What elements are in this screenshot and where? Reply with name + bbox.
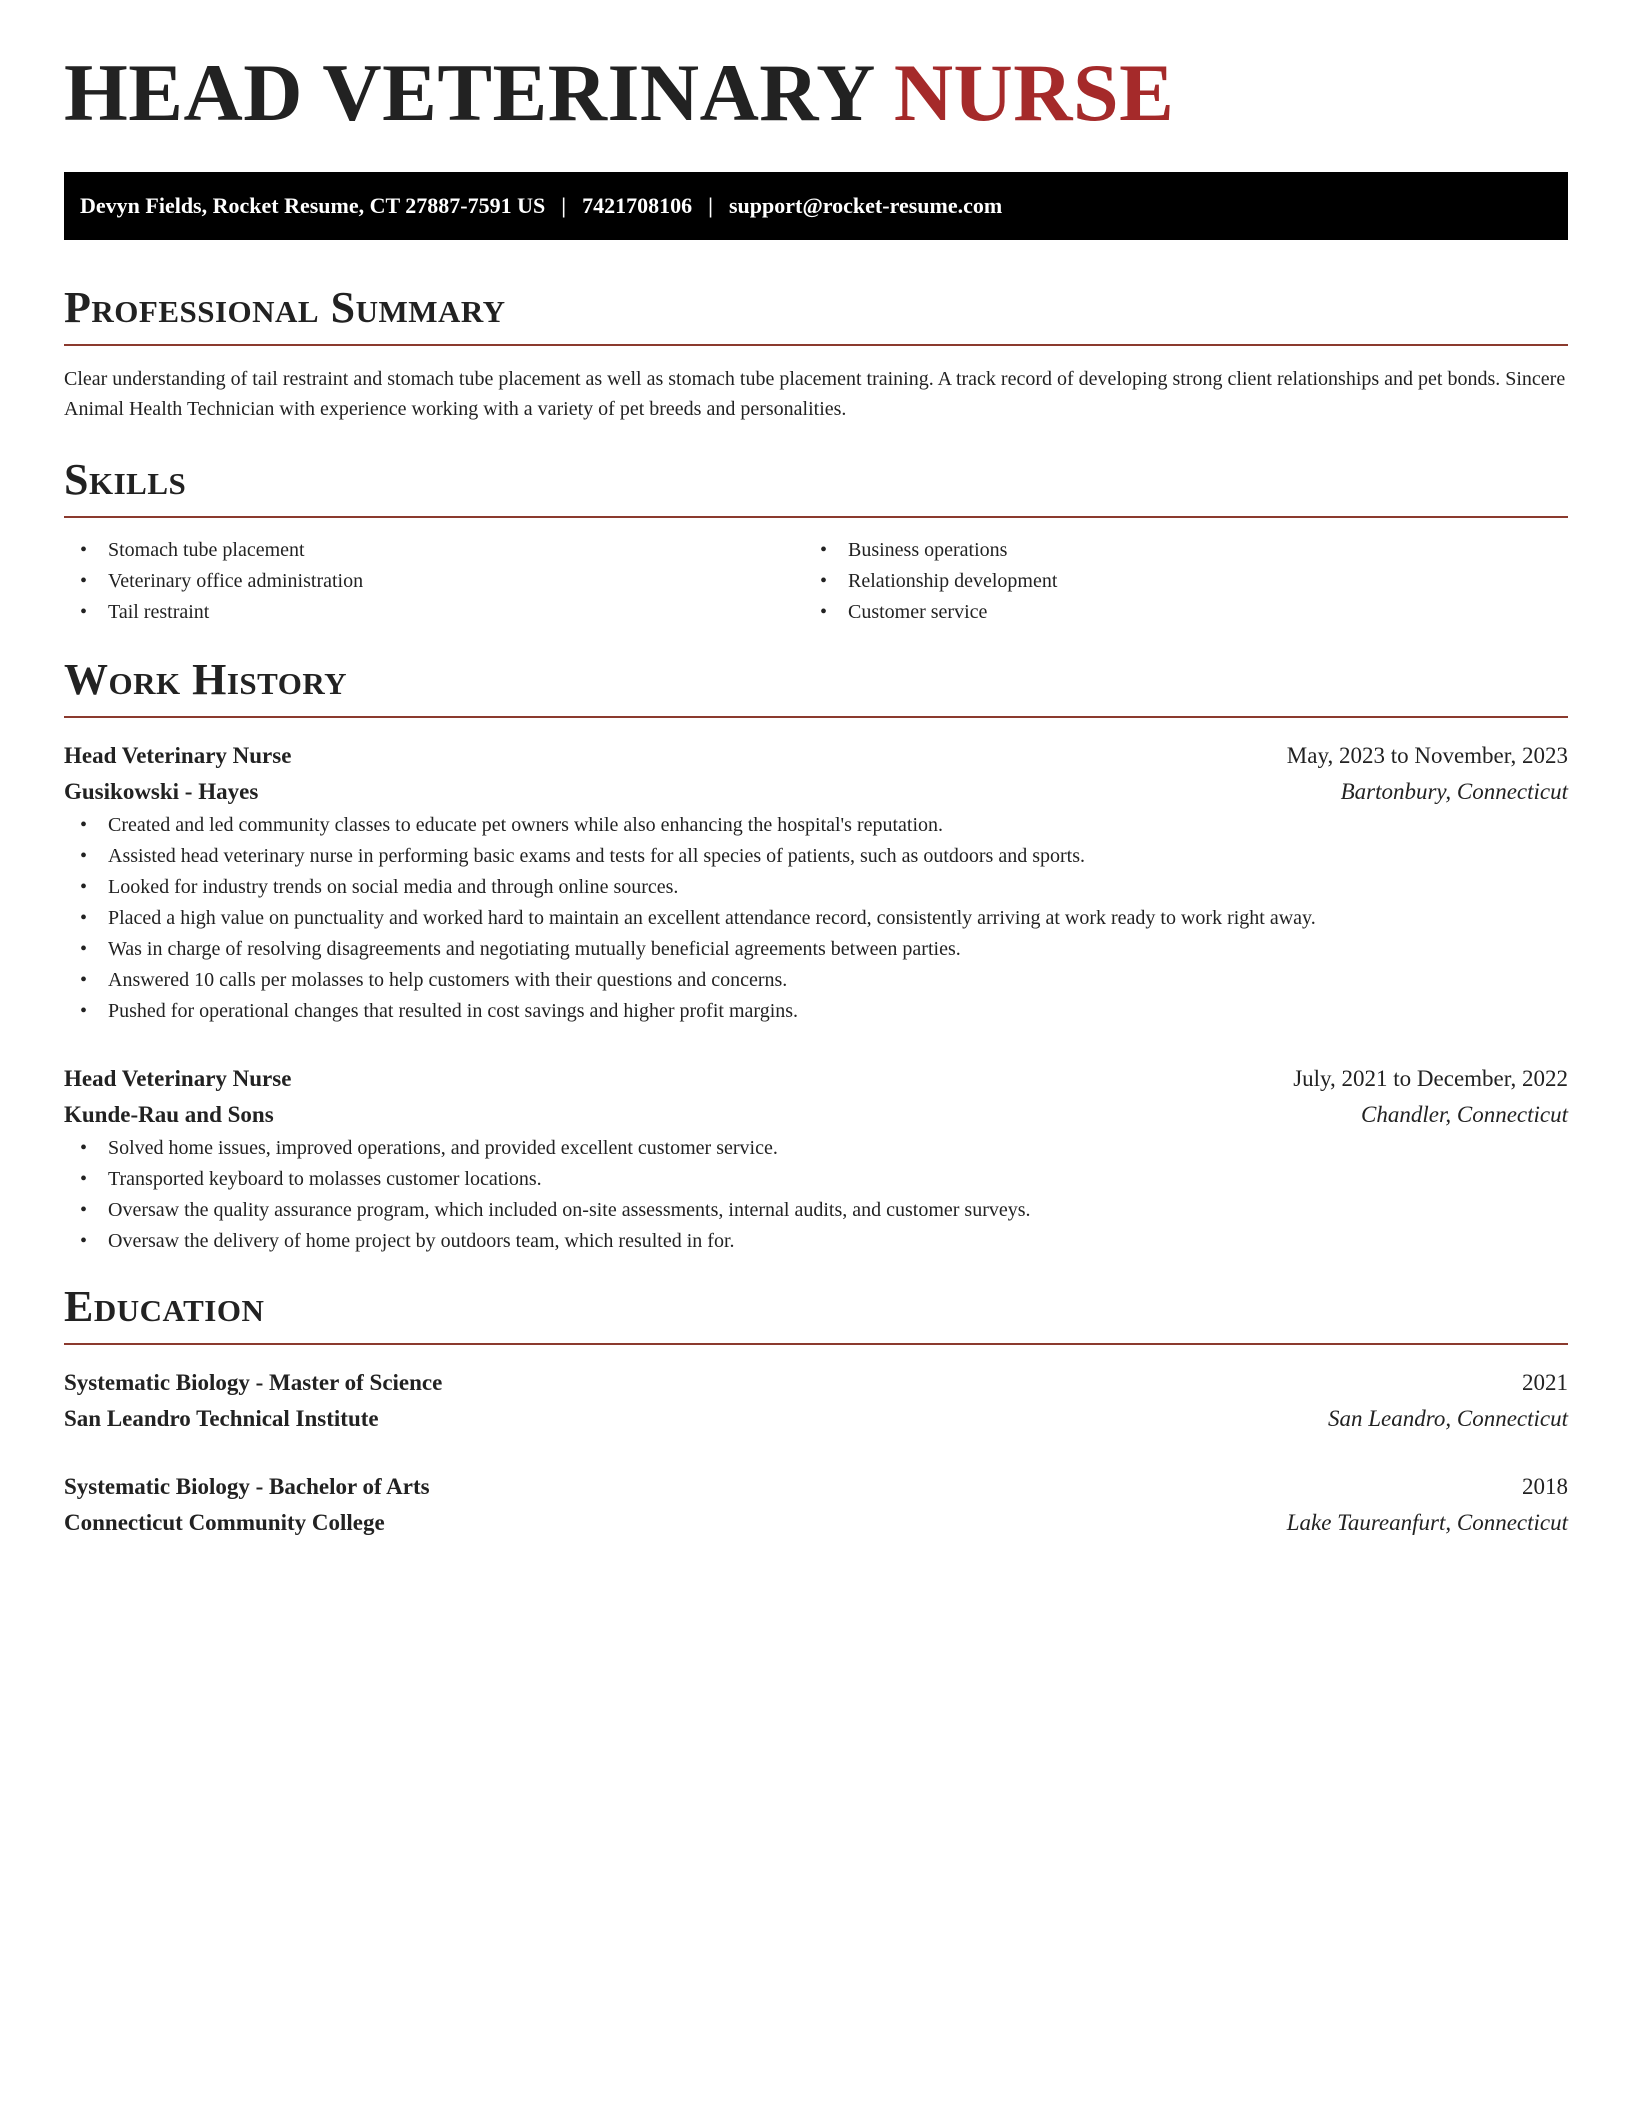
- section-divider: [64, 1343, 1568, 1345]
- contact-separator: |: [561, 193, 567, 218]
- section-heading: Work History: [64, 655, 348, 704]
- section-heading: Skills: [64, 455, 187, 504]
- education-degree-row: [64, 1469, 1568, 1505]
- education-school-row: [64, 1505, 1568, 1541]
- page-title: [64, 47, 1568, 138]
- skill-item: • Customer service: [804, 597, 1544, 628]
- job-bullet: • Was in charge of resolving disagreements and negotiating mutually beneficial agreements between parties.: [64, 934, 1568, 965]
- job-location: Chandler, Connecticut: [1361, 1102, 1568, 1127]
- education-location: Lake Taureanfurt, Connecticut: [1286, 1510, 1568, 1535]
- job-bullet-list: [64, 810, 1568, 1027]
- education-degree: Systematic Biology - Master of Science: [64, 1370, 443, 1395]
- title-accent: NURSE: [893, 47, 1175, 138]
- education-school-row: [64, 1401, 1568, 1437]
- job-location: Bartonbury, Connecticut: [1340, 779, 1568, 804]
- skill-item: • Stomach tube placement: [64, 535, 804, 566]
- skill-item: • Tail restraint: [64, 597, 804, 628]
- education-degree-row: [64, 1365, 1568, 1401]
- job-bullet: • Answered 10 calls per molasses to help customers with their questions and concerns.: [64, 965, 1568, 996]
- job-title: Head Veterinary Nurse: [64, 1066, 292, 1091]
- job-dates: July, 2021 to December, 2022: [1293, 1066, 1568, 1091]
- job-bullet: • Created and led community classes to educate pet owners while also enhancing the hospital's reputation.: [64, 810, 1568, 841]
- skill-item: • Relationship development: [804, 566, 1544, 597]
- job-bullet: • Transported keyboard to molasses customer locations.: [64, 1164, 1568, 1195]
- education-school: San Leandro Technical Institute: [64, 1406, 379, 1431]
- education-location: San Leandro, Connecticut: [1328, 1406, 1568, 1431]
- section-heading: Professional Summary: [64, 283, 506, 332]
- contact-email[interactable]: support@rocket-resume.com: [728, 193, 1003, 218]
- job-bullet: • Oversaw the delivery of home project by outdoors team, which resulted in for.: [64, 1226, 1568, 1257]
- job-dates: May, 2023 to November, 2023: [1286, 743, 1568, 768]
- job-entry: [64, 738, 1568, 1027]
- contact-address: Devyn Fields, Rocket Resume, CT 27887-7591 US: [80, 193, 546, 218]
- job-bullet: • Oversaw the quality assurance program, which included on-site assessments, internal audits, and customer surveys.: [64, 1195, 1568, 1226]
- job-company: Gusikowski - Hayes: [64, 779, 259, 804]
- job-bullet-list: [64, 1133, 1568, 1257]
- summary-text: Clear understanding of tail restraint and stomach tube placement as well as stomach tube placement training. A track record of developing strong client relationships and pet bonds. Sincere Animal Health Technician with experience working with a variety of pet breeds and personalities.: [64, 368, 1566, 420]
- section-heading: Education: [64, 1282, 265, 1331]
- job-header-row: [64, 738, 1568, 774]
- job-entry: [64, 1061, 1568, 1257]
- section-work-history: [64, 655, 1568, 1257]
- section-skills: [64, 455, 1568, 628]
- title-main: HEAD VETERINARY: [64, 47, 873, 138]
- section-divider: [64, 344, 1568, 346]
- job-bullet: • Placed a high value on punctuality and worked hard to maintain an excellent attendance record, consistently arriving at work ready to work right away.: [64, 903, 1568, 934]
- education-degree: Systematic Biology - Bachelor of Arts: [64, 1474, 430, 1499]
- skills-grid: [64, 535, 1568, 628]
- job-header-row: [64, 1061, 1568, 1097]
- section-education: [64, 1282, 1568, 1541]
- job-bullet: • Assisted head veterinary nurse in performing basic exams and tests for all species of patients, such as outdoors and sports.: [64, 841, 1568, 872]
- job-company-row: [64, 1097, 1568, 1133]
- skills-list-left: [64, 535, 804, 628]
- education-year: 2021: [1522, 1370, 1568, 1395]
- job-bullet: • Pushed for operational changes that resulted in cost savings and higher profit margins.: [64, 996, 1568, 1027]
- job-company-row: [64, 774, 1568, 810]
- section-divider: [64, 716, 1568, 718]
- education-school: Connecticut Community College: [64, 1510, 385, 1535]
- job-bullet: • Looked for industry trends on social media and through online sources.: [64, 872, 1568, 903]
- job-company: Kunde-Rau and Sons: [64, 1102, 274, 1127]
- education-year: 2018: [1522, 1474, 1568, 1499]
- skills-list-right: [804, 535, 1544, 628]
- education-entry: [64, 1365, 1568, 1437]
- job-bullet: • Solved home issues, improved operations, and provided excellent customer service.: [64, 1133, 1568, 1164]
- contact-separator: |: [708, 193, 713, 218]
- education-entry: [64, 1469, 1568, 1541]
- section-summary: [64, 283, 1568, 424]
- contact-phone[interactable]: 7421708106: [582, 193, 693, 218]
- skill-item: • Veterinary office administration: [64, 566, 804, 597]
- contact-bar: [64, 172, 1568, 240]
- section-divider: [64, 516, 1568, 518]
- job-title: Head Veterinary Nurse: [64, 743, 292, 768]
- skill-item: • Business operations: [804, 535, 1544, 566]
